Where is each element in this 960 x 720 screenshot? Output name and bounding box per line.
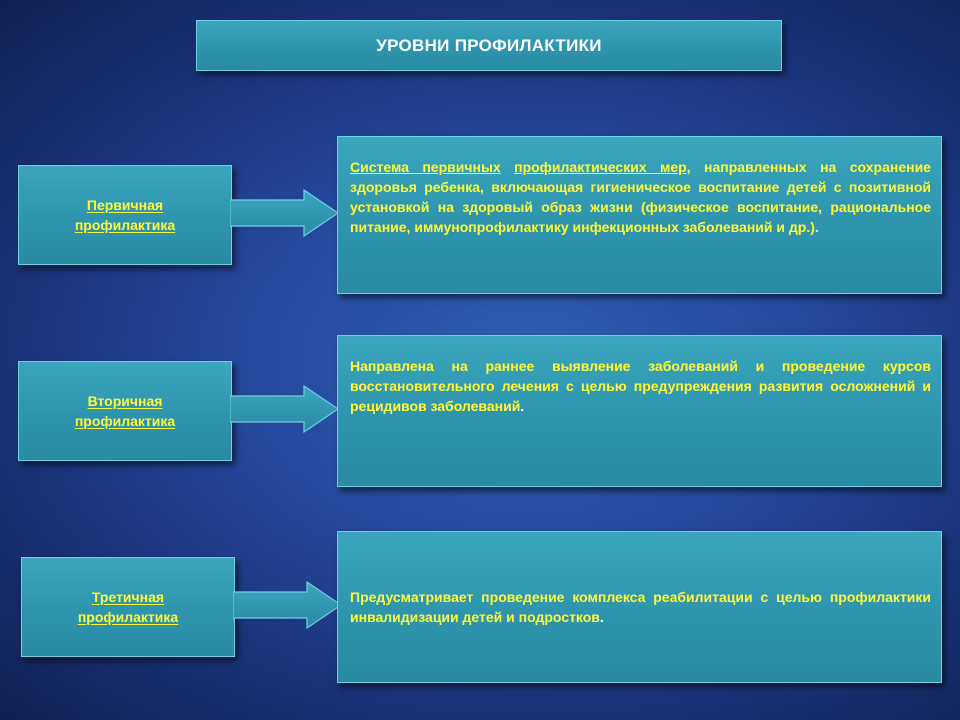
description-text: Предусматривает проведение комплекса реабилитации с целью профилактики инвалидизации детей и подростков — [350, 589, 931, 625]
description-period: . — [599, 609, 604, 625]
title-box — [196, 20, 782, 71]
description-period: . — [814, 219, 819, 235]
description-underlined-1: Система первичных — [350, 159, 501, 175]
primary-prevention-box — [18, 165, 232, 265]
description-underlined-2: профилактических мер — [514, 159, 687, 175]
arrow-right-icon — [233, 580, 343, 630]
description-text: Направлена на раннее выявление заболеваний и проведение курсов восстановительного лечения с целью предупреждения развития осложнений и рецидивов заболеваний — [350, 358, 931, 414]
primary-prevention-line2: профилактика — [74, 217, 176, 233]
description-period: . — [520, 398, 525, 414]
secondary-prevention-box — [18, 361, 232, 461]
arrow-right-icon — [230, 188, 340, 238]
secondary-prevention-description — [350, 356, 931, 416]
secondary-prevention-line2: профилактика — [74, 413, 176, 429]
secondary-prevention-line1: Вторичная — [87, 393, 163, 409]
tertiary-prevention-description — [350, 587, 931, 627]
tertiary-prevention-line2: профилактика — [77, 609, 179, 625]
primary-prevention-description — [350, 157, 931, 237]
tertiary-prevention-box — [21, 557, 235, 657]
page-title: УРОВНИ ПРОФИЛАКТИКИ — [376, 35, 602, 55]
tertiary-prevention-label — [78, 587, 178, 627]
primary-prevention-description-box — [337, 136, 942, 294]
arrow-right-icon — [230, 384, 340, 434]
tertiary-prevention-description-box — [337, 531, 942, 683]
primary-prevention-line1: Первичная — [86, 197, 164, 213]
primary-prevention-label — [75, 195, 175, 235]
tertiary-prevention-line1: Третичная — [91, 589, 165, 605]
description-rest: , направленных на сохранение здоровья ребенка, включающая гигиеническое воспитание детей с позитивной установкой на здоровый образ жизни (физическое воспитание, рациональное питание, иммунопрофилактику инфекционных заболеваний и др.) — [350, 159, 931, 235]
secondary-prevention-description-box — [337, 335, 942, 487]
secondary-prevention-label — [75, 391, 175, 431]
